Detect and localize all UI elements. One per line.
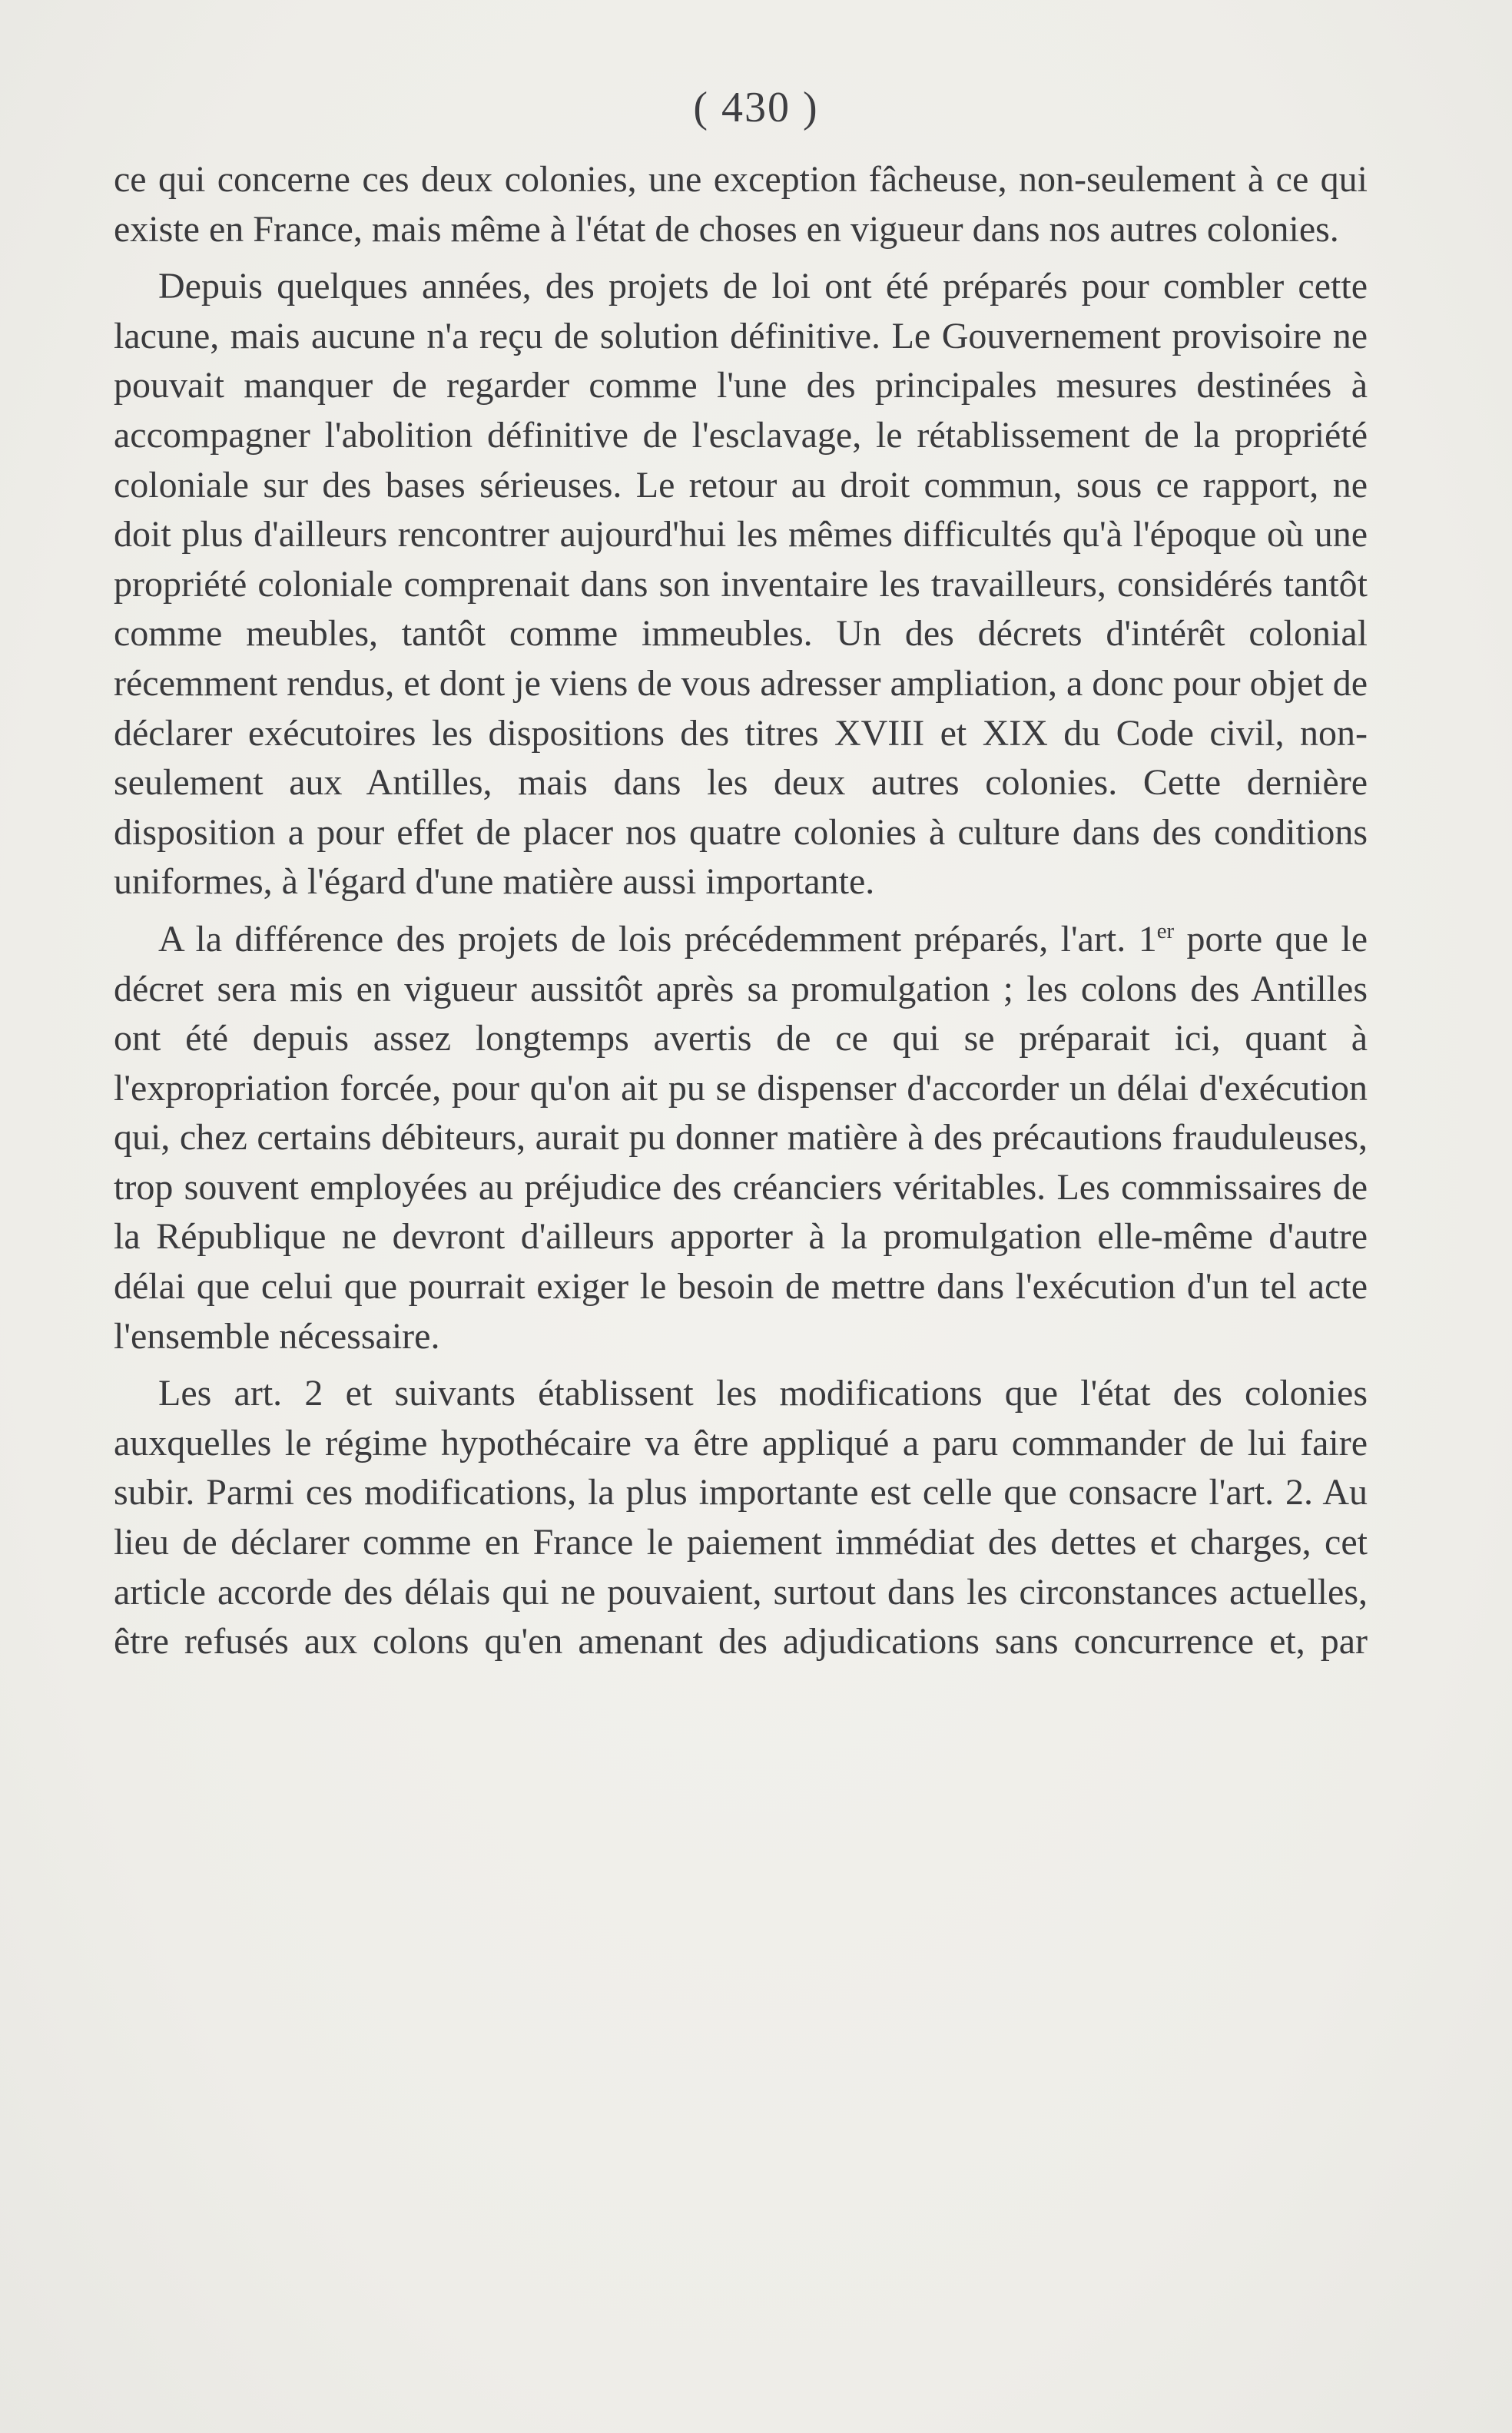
paragraph-text: porte que le décret sera mis en vigueur aussitôt après sa promulgation ; les colons des Antilles ont été depuis assez longtemps avertis de ce qui se préparait ici, quant à l'expropriation forcée, pour qu'on ait pu se dispenser d'accorder un délai d'exécution qui, chez certains débiteurs, aurait pu donner matière à des précautions frauduleuses, trop souvent employées au préjudice des créanciers véritables. Les commissaires de la République ne devront d'ailleurs apporter à la promulgation elle-même d'autre délai que celui que pourrait exiger le besoin de mettre dans l'exécution d'un tel acte l'ensemble nécessaire.: [114, 918, 1368, 1357]
paragraph-article-premier: [114, 915, 1368, 1361]
paragraph-projets-de-loi: Depuis quelques années, des projets de loi ont été préparés pour combler cette lacune, mais aucune n'a reçu de solution définitive. Le Gouvernement provisoire ne pouvait manquer de regarder comme l'une des principales mesures destinées à accompagner l'abolition définitive de l'esclavage, le rétablissement de la propriété coloniale sur des bases sérieuses. Le retour au droit commun, sous ce rapport, ne doit plus d'ailleurs rencontrer aujourd'hui les mêmes difficultés qu'à l'époque où une propriété coloniale comprenait dans son inventaire les travailleurs, considérés tantôt comme meubles, tantôt comme immeubles. Un des décrets d'intérêt colonial récemment rendus, et dont je viens de vous adresser ampliation, a donc pour objet de déclarer exécutoires les dispositions des titres XVIII et XIX du Code civil, non-seulement aux Antilles, mais dans les deux autres colonies. Cette dernière disposition a pour effet de placer nos quatre colonies à culture dans des conditions uniformes, à l'égard d'une matière aussi importante.: [114, 266, 1368, 903]
superscript-er: er: [1156, 918, 1175, 943]
paragraph-continuation: ce qui concerne ces deux colonies, une exception fâcheuse, non-seulement à ce qui existe en France, mais même à l'état de choses en vigueur dans nos autres colonies.: [114, 159, 1368, 250]
body-text: [114, 155, 1368, 1675]
paragraph-text: A la différence des projets de lois précédemment préparés, l'art. 1: [158, 918, 1157, 960]
page-number: ( 430 ): [693, 84, 819, 131]
paragraph-articles-suivants: Les art. 2 et suivants établissent les modifications que l'état des colonies auxquelles le régime hypothécaire va être appliqué a paru commander de lui faire subir. Parmi ces modifications, la plus importante est celle que consacre l'art. 2. Au lieu de déclarer comme en France le paiement immédiat des dettes et charges, cet article accorde des délais qui ne pouvaient, surtout dans les circonstances actuelles, être refusés aux colons qu'en amenant des adjudications sans concurrence et, par: [114, 1373, 1368, 1662]
